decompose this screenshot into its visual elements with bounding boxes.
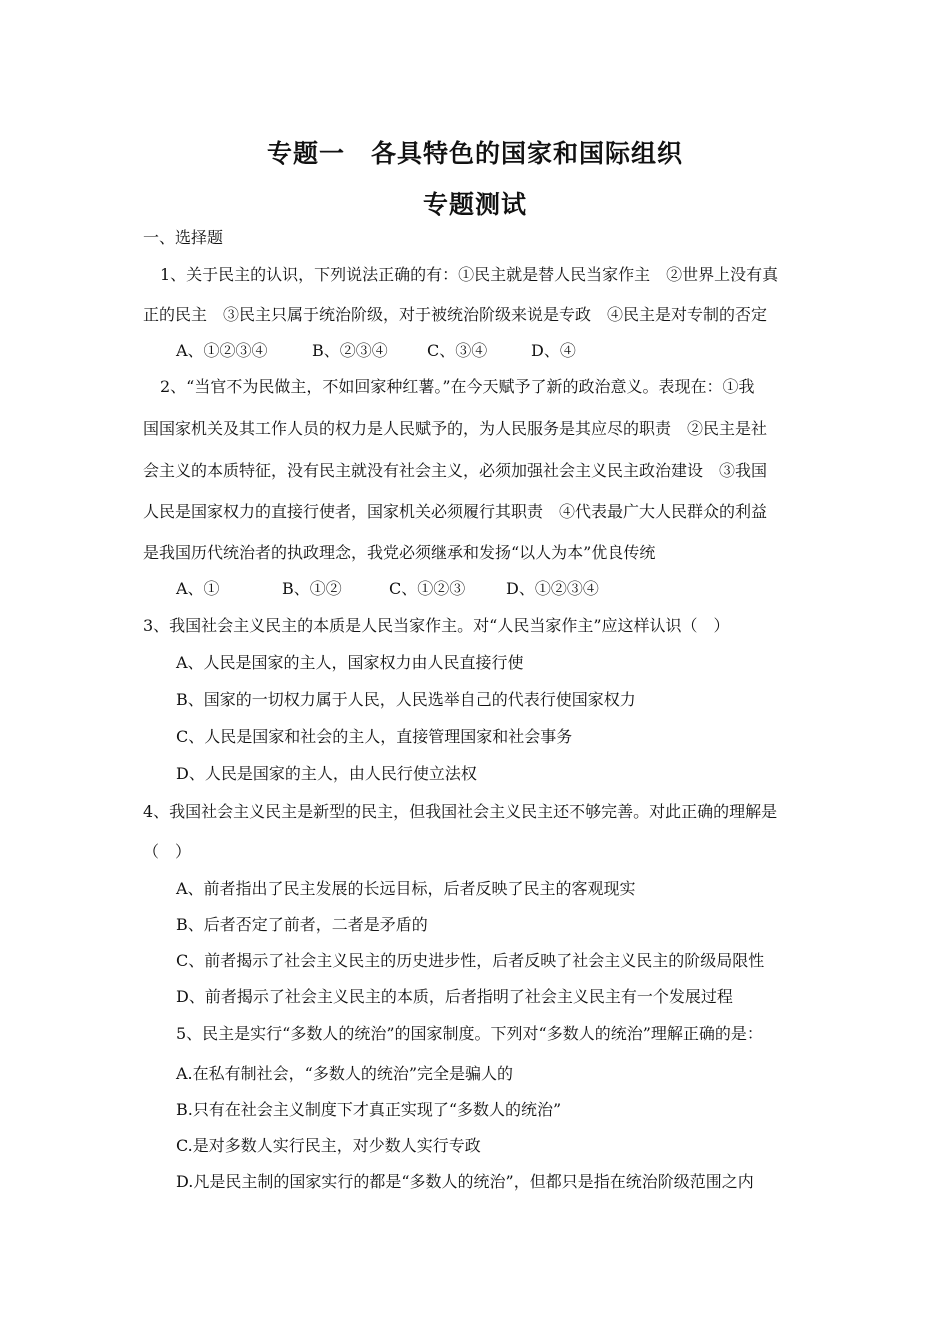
q3-option-b: B、国家的一切权力属于人民，人民选举自己的代表行使国家权力	[176, 690, 636, 709]
q4-option-c: C、前者揭示了社会主义民主的历史进步性，后者反映了社会主义民主的阶级局限性	[176, 951, 765, 970]
q2-stem-line5: 是我国历代统治者的执政理念，我党必须继承和发扬“以人为本”优良传统	[143, 543, 656, 562]
q4-option-a: A、前者指出了民主发展的长远目标，后者反映了民主的客观现实	[176, 879, 636, 898]
q3-option-a: A、人民是国家的主人，国家权力由人民直接行使	[176, 653, 524, 672]
q1-option-a: A、①②③④	[176, 341, 268, 360]
q1-option-b: B、②③④	[312, 341, 388, 360]
section-heading: 一、选择题	[143, 228, 224, 247]
q1-option-d: D、④	[531, 341, 576, 360]
q2-stem-line4: 人民是国家权力的直接行使者，国家机关必须履行其职责 ④代表最广大人民群众的利益	[143, 502, 768, 521]
q5-option-b: B.只有在社会主义制度下才真正实现了“多数人的统治”	[176, 1100, 562, 1119]
q1-option-c: C、③④	[427, 341, 488, 360]
q5-option-c: C.是对多数人实行民主，对少数人实行专政	[176, 1136, 481, 1155]
q4-option-d: D、前者揭示了社会主义民主的本质，后者指明了社会主义民主有一个发展过程	[176, 987, 733, 1006]
q3-option-c: C、人民是国家和社会的主人，直接管理国家和社会事务	[176, 727, 573, 746]
page-title: 专题一 各具特色的国家和国际组织	[266, 139, 683, 168]
q4-blank: （ ）	[143, 842, 192, 861]
q2-stem-line3: 会主义的本质特征，没有民主就没有社会主义，必须加强社会主义民主政治建设 ③我国	[143, 461, 768, 480]
q4-stem: 4、我国社会主义民主是新型的民主，但我国社会主义民主还不够完善。对此正确的理解是	[143, 802, 778, 821]
q5-option-a: A.在私有制社会，“多数人的统治”完全是骗人的	[176, 1064, 514, 1083]
q1-stem-line1: 1、关于民主的认识，下列说法正确的有：①民主就是替人民当家作主 ②世界上没有真	[160, 265, 779, 284]
q2-option-d: D、①②③④	[506, 579, 599, 598]
q5-stem: 5、民主是实行“多数人的统治”的国家制度。下列对“多数人的统治”理解正确的是：	[176, 1024, 763, 1043]
q4-option-b: B、后者否定了前者，二者是矛盾的	[176, 915, 428, 934]
q5-option-d: D.凡是民主制的国家实行的都是“多数人的统治”，但都只是指在统治阶级范围之内	[176, 1172, 754, 1191]
q2-option-c: C、①②③	[389, 579, 466, 598]
page-subtitle: 专题测试	[422, 190, 527, 219]
q3-stem: 3、我国社会主义民主的本质是人民当家作主。对“人民当家作主”应这样认识（ ）	[143, 616, 730, 635]
q2-stem-line2: 国国家机关及其工作人员的权力是人民赋予的，为人民服务是其应尽的职责 ②民主是社	[143, 419, 768, 438]
q3-option-d: D、人民是国家的主人，由人民行使立法权	[176, 764, 477, 783]
q2-stem-line1: 2、“当官不为民做主，不如回家种红薯。”在今天赋予了新的政治意义。表现在：①我	[160, 377, 755, 396]
q2-option-a: A、①	[176, 579, 220, 598]
q2-option-b: B、①②	[282, 579, 342, 598]
q1-stem-line2: 正的民主 ③民主只属于统治阶级，对于被统治阶级来说是专政 ④民主是对专制的否定	[143, 305, 768, 324]
